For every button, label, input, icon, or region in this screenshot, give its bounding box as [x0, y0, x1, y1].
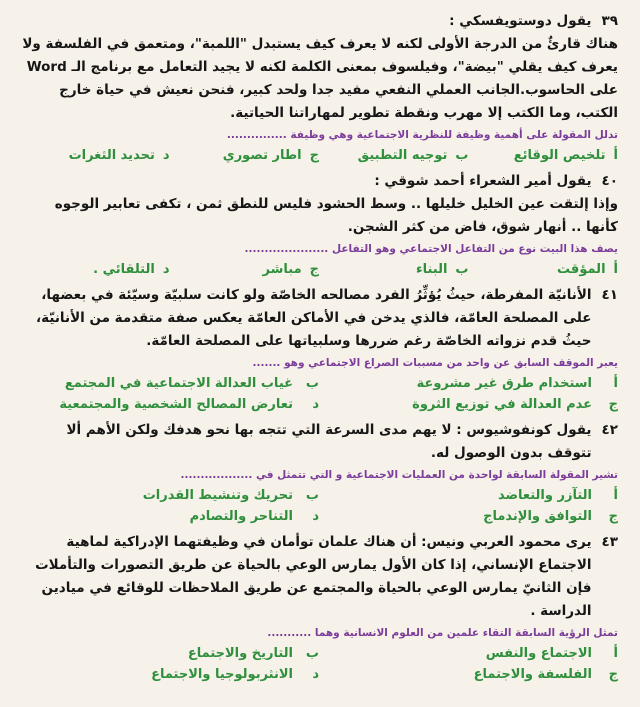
- option-a[interactable]: أ استخدام طرق غير مشروعة: [416, 376, 618, 391]
- option-b[interactable]: ب التاريخ والاجتماع: [187, 646, 319, 661]
- question-text: هناك قارئٌ من الدرجة الأولى لكنه لا يعرف كيف يستبدل "اللمبة"، ومتعمق في الفلسفة ولا يعرف كيف يقلي "بيضة"، وفيلسوف بمعنى الكلمة لكنه لا يجيد التعامل مع برنامج الـ Word على الحاسوب.الجانب العملي النفعي مفيد جدا ولحد كبير، فنحن نعيش في حياة خارج الكتب، وما الكتب إلا مهرب ونقطة تطوير لمهاراتنا الحياتية.: [22, 36, 618, 121]
- question-text: يرى محمود العربي ونيس: أن هناك علمان توأمان في وظيفتهما الإدراكية لماهية الاجتماع الإنساني، إذا كان الأول يمارس الوعي بالحياة عن طريق التصورات والتأملات فإن الثانيّ يمارس الوعي بالحياة والمجتمع عن طريق الملاحظات للوقائع في ميادين الدراسة .: [35, 534, 592, 619]
- question-number: ٤٢: [601, 422, 618, 438]
- question-prompt: يعبر الموقف السابق عن واحد من مسببات الصراع الاجتماعي وهو .......: [252, 357, 618, 369]
- options: [20, 259, 618, 280]
- option-c[interactable]: ج مباشر: [262, 262, 319, 277]
- question-41: [20, 284, 618, 415]
- option-c[interactable]: ج التوافق والإندماج: [483, 509, 618, 524]
- option-d[interactable]: د التناحر والتصادم: [189, 509, 319, 524]
- option-d[interactable]: د تعارض المصالح الشخصية والمجتمعية: [59, 397, 319, 412]
- option-c[interactable]: ج اطار تصوري: [222, 148, 319, 163]
- option-a[interactable]: أ الاجتماع والنفس: [485, 646, 618, 661]
- option-b[interactable]: ب توجيه التطبيق: [357, 148, 469, 163]
- question-lead: يقول دوستويفسكي :: [449, 13, 592, 29]
- options: [20, 145, 618, 166]
- options: [20, 643, 618, 685]
- option-c[interactable]: ج الفلسفة والاجتماع: [473, 667, 618, 682]
- question-prompt: تشير المقولة السابقة لواحدة من العمليات الاجتماعية و التي تتمثل في ..................: [180, 469, 618, 481]
- question-prompt: تمثل الرؤية السابقة التقاء علمين من العلوم الانسانية وهما ...........: [267, 627, 618, 639]
- options: [20, 485, 618, 527]
- question-number: ٣٩: [601, 13, 618, 29]
- question-42: [20, 419, 618, 527]
- question-lead: يقول أمير الشعراء أحمد شوقي :: [374, 173, 592, 189]
- option-a[interactable]: أ المؤقت: [557, 262, 618, 277]
- option-c[interactable]: ج عدم العدالة في توزيع الثروة: [412, 397, 618, 412]
- question-text: الأنانيّة المفرطة، حيثُ يُؤثِّرُ الفرد مصالحه الخاصّة ولو كانت سلبيّة وسيّئة في بعضها، على المصلحة العامّة، فالذي يدخن في الأماكن العامّة يعكس صفة متقدمة من الأنانيّة، حيثُ قدم نزواته الخاصّة رغم ضررها وسلبياتها على المصلحة العامّة.: [36, 287, 592, 349]
- option-b[interactable]: ب البناء: [415, 262, 469, 277]
- option-b[interactable]: ب غياب العدالة الاجتماعية في المجتمع: [64, 376, 319, 391]
- options: [20, 373, 618, 415]
- option-a[interactable]: أ تلخيص الوقائع: [513, 148, 618, 163]
- option-d[interactable]: د الانثربولوجيا والاجتماع: [151, 667, 319, 682]
- option-a[interactable]: أ التآزر والتعاضد: [497, 488, 618, 503]
- question-number: ٤٠: [601, 173, 618, 189]
- question-43: [20, 531, 618, 685]
- option-d[interactable]: د تحديد الثغرات: [68, 148, 170, 163]
- question-prompt: تدلل المقولة على أهمية وظيفة للنظرية الاجتماعية وهي وظيفة ...............: [226, 129, 618, 141]
- question-prompt: يصف هذا البيت نوع من التفاعل الاجتماعي وهو التفاعل .....................: [244, 243, 618, 255]
- question-number: ٤٣: [601, 534, 618, 550]
- question-39: [20, 10, 618, 166]
- question-text: يقول كونفوشيوس : لا يهم مدى السرعة التي تتجه بها نحو هدفك ولكن الأهم ألا تتوقف بدون الوصول له.: [66, 422, 592, 461]
- question-text: وإذا إلتقت عين الخليل خليلها .. وسط الحشود فليس للنطق ثمن ، تكفى تعابير الوجوه كأنها .. أنهار شوق، فاض من كثر الشجن.: [54, 196, 618, 235]
- question-number: ٤١: [601, 287, 618, 303]
- question-40: [20, 170, 618, 280]
- option-d[interactable]: د التلقائي .: [93, 262, 170, 277]
- option-b[interactable]: ب تحريك وتنشيط القدرات: [142, 488, 319, 503]
